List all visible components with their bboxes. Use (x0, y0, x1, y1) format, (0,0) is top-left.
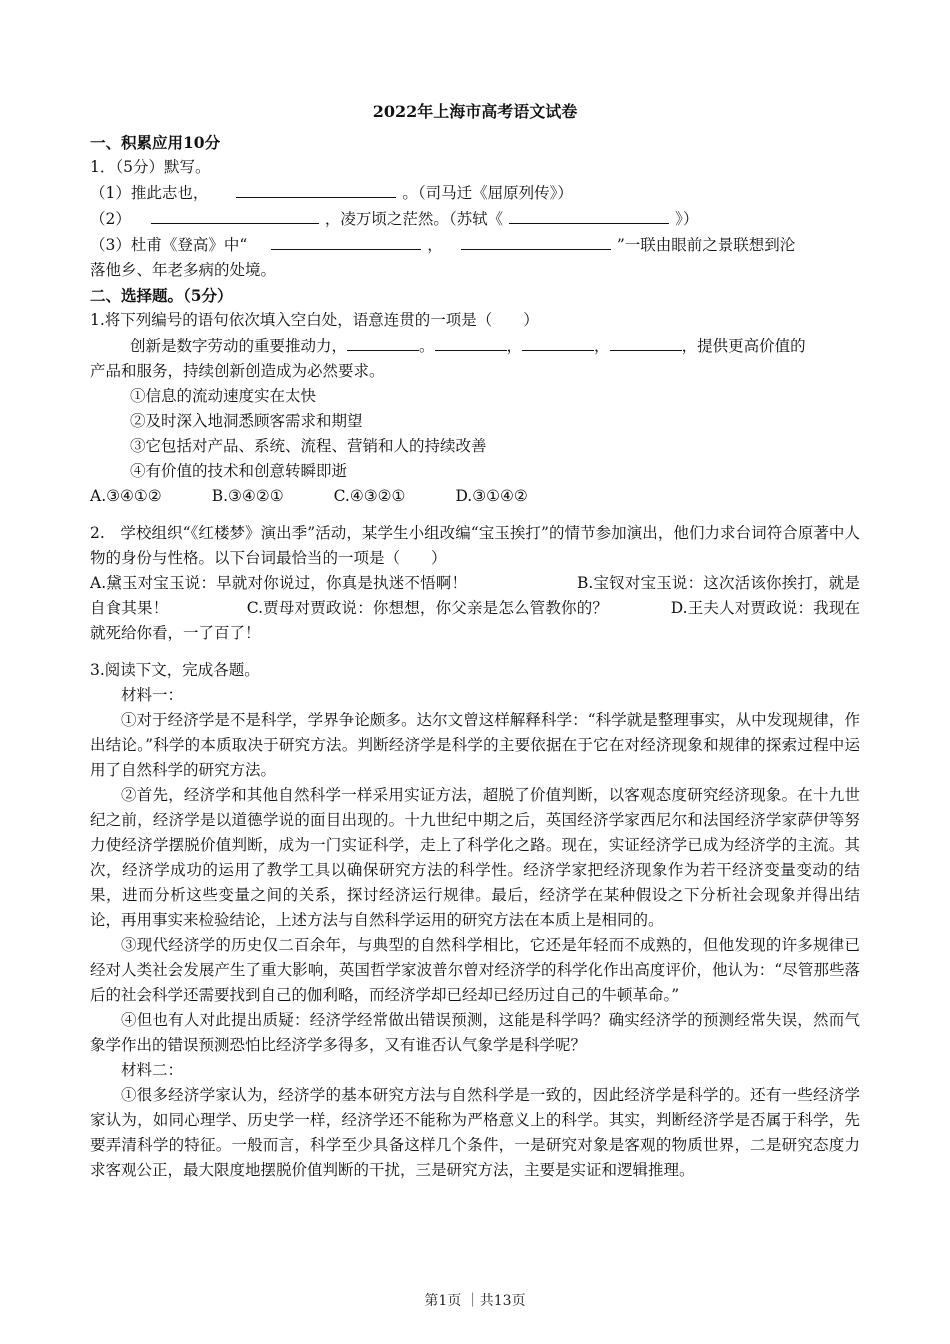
s2-q1-item: ①信息的流动速度实在太快 (130, 387, 317, 405)
fill-blank[interactable] (435, 333, 507, 351)
fill-blank[interactable] (509, 206, 669, 224)
s2-q3-stem: 3.阅读下文，完成各题。 (90, 661, 260, 679)
option-a[interactable]: A.③④①② (90, 487, 162, 505)
fill-blank[interactable] (151, 206, 319, 224)
passage-punct: ， (506, 337, 523, 355)
q1-3-comma: ， (427, 236, 443, 254)
exam-page (90, 100, 860, 1183)
material1-para: ②首先，经济学和其他自然科学一样采用实证方法，超脱了价值判断，以客观态度研究经济现象。在十九世纪之前，经济学是以道德学说的面目出现的。十九世纪中期之后，英国经济学家西尼尔和法国经济学家萨伊等努力使经济学摆脱价值判断，成为一门实证科学，走上了科学化之路。现在，实证经济学已成为经济学的主流。其次，经济学成功的运用了教学工具以确保研究方法的科学性。经济学家把经济现象作为若干经济变量变动的结果，进而分析这些变量之间的关系，探讨经济运行规律。最后，经济学在某种假设之下分析社会现象并得出结论，再用事实来检验结论，上述方法与自然科学运用的研究方法在本质上是相同的。 (90, 786, 860, 929)
option-c[interactable]: C.④③②① (333, 487, 406, 505)
s2-q1-passage (90, 333, 860, 359)
material1-para: ①对于经济学是不是科学，学界争论颇多。达尔文曾这样解释科学：“科学就是整理事实，从中发现规律，作出结论。”科学的本质取决于研究方法。判断经济学是科学的主要依据在于它在对经济现象和规律的探索过程中运用了自然科学的研究方法。 (90, 711, 860, 779)
section1-heading: 一、积累应用10分 (90, 133, 221, 152)
material2-para: ①很多经济学家认为，经济学的基本研究方法与自然科学是一致的，因此经济学是科学的。还有一些经济学家认为，如同心理学、历史学一样，经济学还不能称为严格意义上的科学。其实，判断经济学是否属于科学，先要弄清科学的特征。一般而言，科学至少具备这样几个条件，一是研究对象是客观的物质世界，二是研究态度力求客观公正，最大限度地摆脱价值判断的干扰，三是研究方法，主要是实证和逻辑推理。 (90, 1086, 860, 1179)
q1-3-tail: ”一联由眼前之景联想到沦 (616, 236, 796, 254)
s2-q1-item: ④有价值的技术和创意转瞬即逝 (130, 462, 348, 480)
q1-2-source: ，凌万顷之茫然。（苏轼《 (324, 210, 504, 228)
material1-para: ③现代经济学的历史仅二百余年，与典型的自然科学相比，它还是年轻而不成熟的，但他发现的许多规律已经对人类社会发展产生了重大影响，英国哲学家波普尔曾对经济学的科学化作出高度评价，他认为：“尽管那些落后的社会科学还需要找到自己的伽利略，而经济学却已经却已经历过自己的牛顿革命。” (90, 936, 860, 1004)
s2-q1-stem: 1.将下列编号的语句依次填入空白处，语意连贯的一项是（ ） (90, 311, 539, 329)
q1-item-2 (90, 206, 860, 232)
q1-item-3 (90, 232, 860, 258)
s2-q1-item: ②及时深入地洞悉顾客需求和期望 (130, 412, 363, 430)
s2-q2-stem: 2. 学校组织“《红楼梦》演出季”活动，某学生小组改编“宝玉挨打”的情节参加演出，他们力求台词符合原著中人物的身份与性格。以下台词最恰当的一项是（ ） (90, 524, 860, 567)
fill-blank[interactable] (236, 180, 396, 198)
material1-label: 材料一： (121, 686, 184, 704)
passage-text: ，提供更高价值的 (681, 337, 806, 355)
s2-q1-item: ③它包括对产品、系统、流程、营销和人的持续改善 (130, 437, 487, 455)
q1-3-text: （3）杜甫《登高》中“ (90, 236, 248, 254)
q1-item-3-cont: 落他乡、年老多病的处境。 (90, 261, 277, 279)
fill-blank[interactable] (461, 232, 611, 250)
q1-2-close: 》） (675, 210, 699, 228)
option-b[interactable]: B.③④②① (211, 487, 284, 505)
s2-q2-options: A.黛玉对宝玉说：早就对你说过，你真是执迷不悟啊！ B.宝钗对宝玉说：这次活该你挨打，就是自食其果！ C.贾母对贾政说：你想想，你父亲是怎么管教你的？ D.王夫人对贾政说：我现在就死给你看，一了百了！ (90, 574, 860, 642)
passage-punct: ， (594, 337, 610, 355)
option-d[interactable]: D.③①④② (455, 487, 528, 505)
passage-punct: 。 (419, 337, 435, 355)
fill-blank[interactable] (347, 333, 419, 351)
section2-heading: 二、选择题。（5分） (90, 286, 233, 305)
page-footer: 第1页 ｜共13页 (424, 1293, 526, 1309)
q1-2-text: （2） (90, 210, 131, 228)
s2-q1-options (90, 484, 860, 509)
fill-blank[interactable] (271, 232, 421, 250)
material2-label: 材料二： (121, 1061, 184, 1079)
s2-q1-passage-cont: 产品和服务，持续创新创造成为必然要求。 (90, 362, 385, 380)
exam-title: 2022年上海市高考语文试卷 (372, 102, 578, 121)
q1-item-1 (90, 180, 860, 206)
q1-1-source: 。（司马迁《屈原列传》） (402, 184, 573, 202)
fill-blank[interactable] (610, 333, 682, 351)
q1-1-text: （1）推此志也， (90, 184, 209, 202)
material1-para: ④但也有人对此提出质疑：经济学经常做出错误预测，这能是科学吗？确实经济学的预测经常失误，然而气象学作出的错误预测恐怕比经济学多得多，又有谁否认气象学是科学呢？ (90, 1011, 860, 1054)
q1-label: 1．（5分）默写。 (90, 158, 211, 176)
fill-blank[interactable] (522, 333, 594, 351)
passage-text: 创新是数字劳动的重要推动力， (130, 337, 348, 355)
